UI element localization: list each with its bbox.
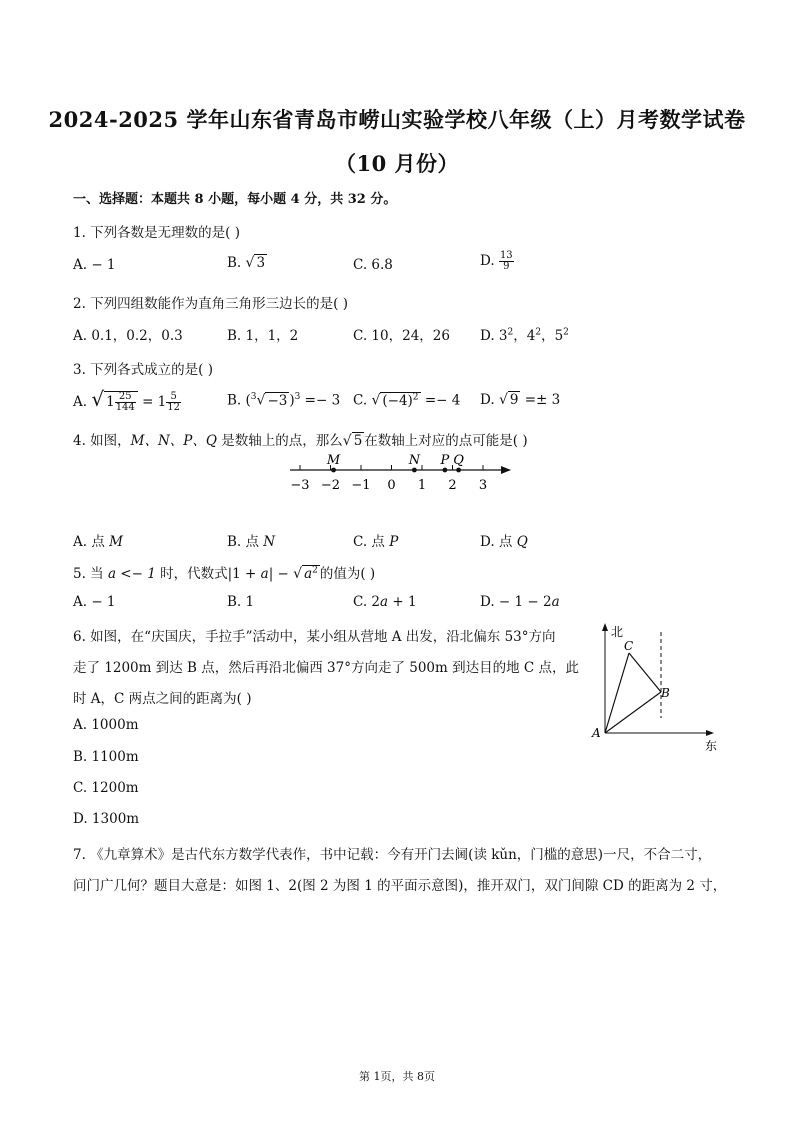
q5-option-c: C. 2a + 1: [353, 594, 417, 610]
question-7-line-1: 7. 《九章算术》是古代东方数学代表作，书中记载：今有开门去阃(读 kǔn，门槛的意思)一尺，不合二寸，: [73, 847, 712, 863]
number-line-point-label: N: [408, 453, 421, 468]
number-line-point: [331, 468, 336, 473]
question-6-line-2: 走了 1200m 到达 B 点，然后再沿北偏西 37°方向走了 500m 到达目的地 C 点，此: [73, 660, 580, 676]
north-label: 北: [611, 625, 624, 639]
q3-option-a: A. √ 1 $\frac{25}{144}$ = 1 $\frac{5}{12}$: [73, 387, 180, 413]
number-line-figure: [285, 448, 515, 498]
q5-option-d: D. − 1 − 2a: [480, 594, 560, 610]
segment-ab: [605, 692, 661, 733]
east-label: 东: [705, 739, 718, 753]
q2-option-b: B. 1，1，2: [227, 328, 299, 344]
point-a-label: A: [592, 726, 601, 740]
q1-option-a: A. − 1: [73, 257, 116, 273]
q5-option-a: A. − 1: [73, 594, 116, 610]
q5-option-b: B. 1: [227, 594, 255, 610]
q3-option-b: B. ($^3$√ −3 )$^3$ =− 3: [227, 392, 341, 409]
number-line-point: [412, 468, 417, 473]
question-6-line-3: 时 A，C 两点之间的距离为( ): [73, 691, 252, 707]
number-line-point-label: M: [326, 453, 341, 468]
section-heading: 一、选择题：本题共 8 小题，每小题 4 分，共 32 分。: [73, 192, 397, 207]
number-line-point-label: Q: [453, 453, 464, 468]
q6-option-a: A. 1000m: [73, 717, 139, 733]
point-b-label: B: [661, 686, 670, 700]
question-7-line-2: 问门广几何？题目大意是：如图 1、2(图 2 为图 1 的平面示意图)，推开双门，双门间隙 CD 的距离为 2 寸，: [73, 878, 727, 894]
q6-option-c: C. 1200m: [73, 780, 139, 796]
question-3-stem: 3. 下列各式成立的是( ): [73, 362, 213, 378]
question-1-stem: 1. 下列各数是无理数的是( ): [73, 225, 240, 241]
point-c-label: C: [624, 639, 634, 653]
number-line-tick-label: 3: [478, 478, 488, 493]
number-line-point: [456, 468, 461, 473]
question-5-stem: 5. 当 a <− 1 时，代数式|1 + a| − √ $a^2$ 的值为( ): [73, 565, 376, 582]
page-footer: 第 1页，共 8页: [359, 1070, 435, 1083]
q3-option-c: C. √ $(-4)^2 =- 4$: [353, 392, 461, 409]
number-line-point: [442, 468, 447, 473]
exam-subtitle: （10 月份）: [334, 151, 460, 176]
number-line-tick-label: 1: [417, 478, 427, 493]
q1-option-c: C. 6.8: [353, 257, 393, 273]
number-line-tick-label: 2: [448, 478, 457, 493]
question-4-stem: 4. 如图，M、N、P、Q 是数轴上的点，那么√ 5 在数轴上对应的点可能是( ): [73, 433, 528, 449]
direction-triangle-figure: [587, 620, 727, 755]
number-line-tick-label: −3: [290, 478, 310, 493]
number-line-tick-label: 0: [387, 478, 396, 493]
q2-option-c: C. 10，24，26: [353, 328, 450, 344]
number-line-tick-label: −2: [320, 478, 341, 493]
number-line-arrow-icon: [501, 466, 511, 474]
q2-option-a: A. 0.1，0.2，0.3: [73, 328, 183, 344]
q2-option-d: D. $3^2$，$4^2$，$5^2$: [480, 327, 569, 344]
q3-option-d: D. √ 9 =± 3: [480, 392, 561, 408]
q4-option-c: C. 点 P: [353, 534, 399, 550]
q1-option-b: B. √ 3: [227, 255, 266, 271]
question-2-stem: 2. 下列四组数能作为直角三角形三边长的是( ): [73, 296, 348, 312]
east-arrow-icon: [706, 730, 714, 736]
q4-option-a: A. 点 M: [73, 534, 123, 550]
number-line-tick-label: −1: [351, 478, 371, 493]
q4-option-b: B. 点 N: [227, 534, 276, 550]
north-arrow-icon: [602, 623, 608, 631]
number-line-point-label: P: [440, 453, 450, 468]
question-6-line-1: 6. 如图，在“庆国庆，手拉手”活动中，某小组从营地 A 出发，沿北偏东 53°方向: [73, 629, 556, 645]
segment-ac: [605, 653, 629, 733]
q4-option-d: D. 点 Q: [480, 534, 528, 550]
q6-option-b: B. 1100m: [73, 749, 139, 765]
q1-option-d: D. $\frac{13}{9}$: [480, 250, 513, 272]
exam-title: 2024-2025 学年山东省青岛市崂山实验学校八年级（上）月考数学试卷: [48, 107, 746, 132]
q6-option-d: D. 1300m: [73, 811, 140, 827]
segment-cb: [629, 653, 661, 692]
